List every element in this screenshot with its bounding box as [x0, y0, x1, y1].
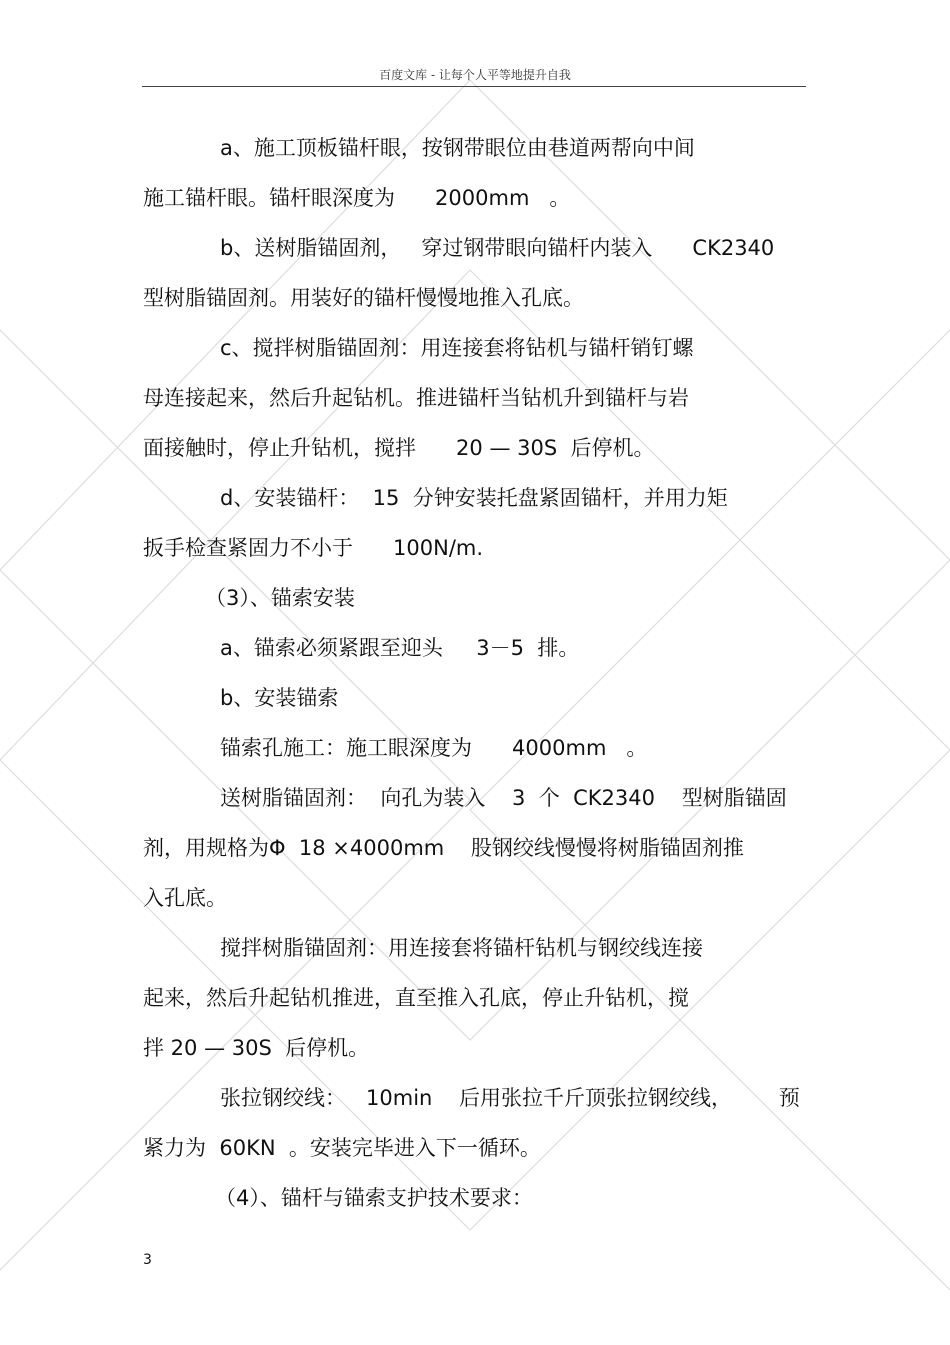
text-line: c、搅拌树脂锚固剂：用连接套将钻机与锚杆销钉螺	[220, 336, 694, 360]
text-line: 送树脂锚固剂： 向孔为装入 3 个 CK2340 型树脂锚固	[220, 786, 787, 810]
page-number: 3	[143, 1252, 152, 1268]
text-line: b、安装锚索	[220, 686, 339, 710]
text-line: 入孔底。	[143, 886, 227, 910]
text-line: a、锚索必须紧跟至迎头 3－5 排。	[220, 636, 580, 660]
text-line: a、施工顶板锚杆眼，按钢带眼位由巷道两帮向中间	[220, 136, 695, 160]
text-line: 起来，然后升起钻机推进，直至推入孔底，停止升钻机，搅	[143, 986, 689, 1010]
text-line: 搅拌树脂锚固剂：用连接套将锚杆钻机与钢绞线连接	[220, 936, 703, 960]
section-heading: （3）、锚索安装	[205, 586, 355, 610]
text-line: 拌 20 — 30S 后停机。	[143, 1036, 370, 1060]
header-divider	[142, 86, 806, 87]
text-line: 施工锚杆眼。锚杆眼深度为 2000mm 。	[143, 186, 571, 210]
text-line: b、送树脂锚固剂， 穿过钢带眼向锚杆内装入 CK2340	[220, 236, 775, 260]
text-line: 紧力为 60KN 。安装完毕进入下一循环。	[143, 1136, 541, 1160]
text-line: 张拉钢绞线： 10min 后用张拉千斤顶张拉钢绞线， 预	[220, 1086, 800, 1110]
text-line: 面接触时，停止升钻机，搅拌 20 — 30S 后停机。	[143, 436, 655, 460]
text-line: 扳手检查紧固力不小于 100N/m.	[143, 536, 484, 560]
page-header: 百度文库 - 让每个人平等地提升自我	[379, 68, 571, 82]
text-line: 剂，用规格为Φ 18 ×4000mm 股钢绞线慢慢将树脂锚固剂推	[143, 836, 744, 860]
section-heading: （4）、锚杆与锚索支护技术要求：	[215, 1186, 533, 1210]
text-line: 锚索孔施工：施工眼深度为 4000mm 。	[220, 736, 648, 760]
text-line: 母连接起来，然后升起钻机。推进锚杆当钻机升到锚杆与岩	[143, 386, 689, 410]
text-line: d、安装锚杆： 15 分钟安装托盘紧固锚杆，并用力矩	[220, 486, 728, 510]
text-line: 型树脂锚固剂。用装好的锚杆慢慢地推入孔底。	[143, 286, 584, 310]
